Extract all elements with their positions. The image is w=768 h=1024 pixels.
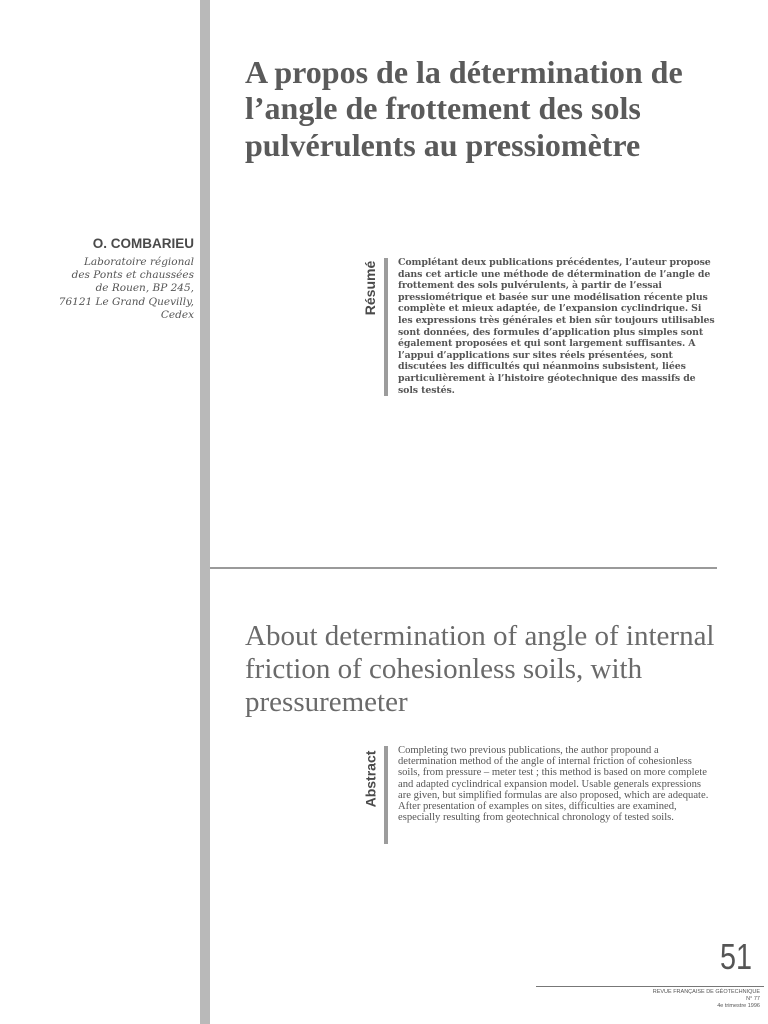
footer-rule [536,986,764,987]
affiliation-line: de Rouen, BP 245, [95,282,194,295]
abstract-bar [384,746,388,844]
resume-label-box [360,258,380,318]
abstract-label-box [360,746,380,812]
author-block [9,236,194,322]
affiliation-line: Cedex [160,308,194,321]
resume-label: Résumé [362,260,378,316]
vertical-rule [200,0,210,1024]
affiliation-line: Laboratoire régional [83,256,194,268]
journal-info [653,989,760,1010]
author-affiliation [9,256,194,322]
resume-text: Complétant deux publications précédentes, l’auteur propose dans cet article une méthode de détermination de l’angle de frottement des sols pulvérulents, à partir de l’essai pressiométrique et basée sur une modélisation récente plus complète et mieux adaptée, de l’expansion cyclindrique. Si les expressions très générales et bien sûr toujours utilisables sont données, des formules d’application plus simples sont également proposées et qui sont largement suffisantes. A l’appui d’applications sur sites réels présentées, sont discutées les difficultés qui néanmoins subsistent, liées particulièrement à l’histoire géotechnique des massifs de sols testés. [398,257,715,396]
title-french: A propos de la détermination de l’angle de frottement des sols pulvérulents au pressiomètre [245,54,683,163]
abstract-text: Completing two previous publications, the author propound a determination method of the angle of internal friction of cohesionless soils, from pressure – meter test ; this method is based on more complete and adapted cyclindrical expansion model. Usable generals expressions are given, but simplified formulas are also proposed, which are adequate. After presentation of examples on sites, difficulties are examined, especially resulting from geotechnical chronology of tested soils. [398,745,709,824]
title-english: About determination of angle of internal friction of cohesionless soils, with pressuremeter [245,620,715,719]
journal-line: REVUE FRANÇAISE DE GÉOTECHNIQUE [652,989,760,995]
journal-line: 4e trimestre 1996 [717,1003,760,1010]
affiliation-line: des Ponts et chaussées [71,269,194,282]
page-number: 51 [719,936,752,977]
abstract-label: Abstract [362,750,379,808]
section-divider [210,567,717,569]
journal-line: N° 77 [746,996,760,1003]
resume-bar [384,258,388,396]
author-name: O. COMBARIEU [92,236,194,251]
affiliation-line: 76121 Le Grand Quevilly, [58,295,194,308]
